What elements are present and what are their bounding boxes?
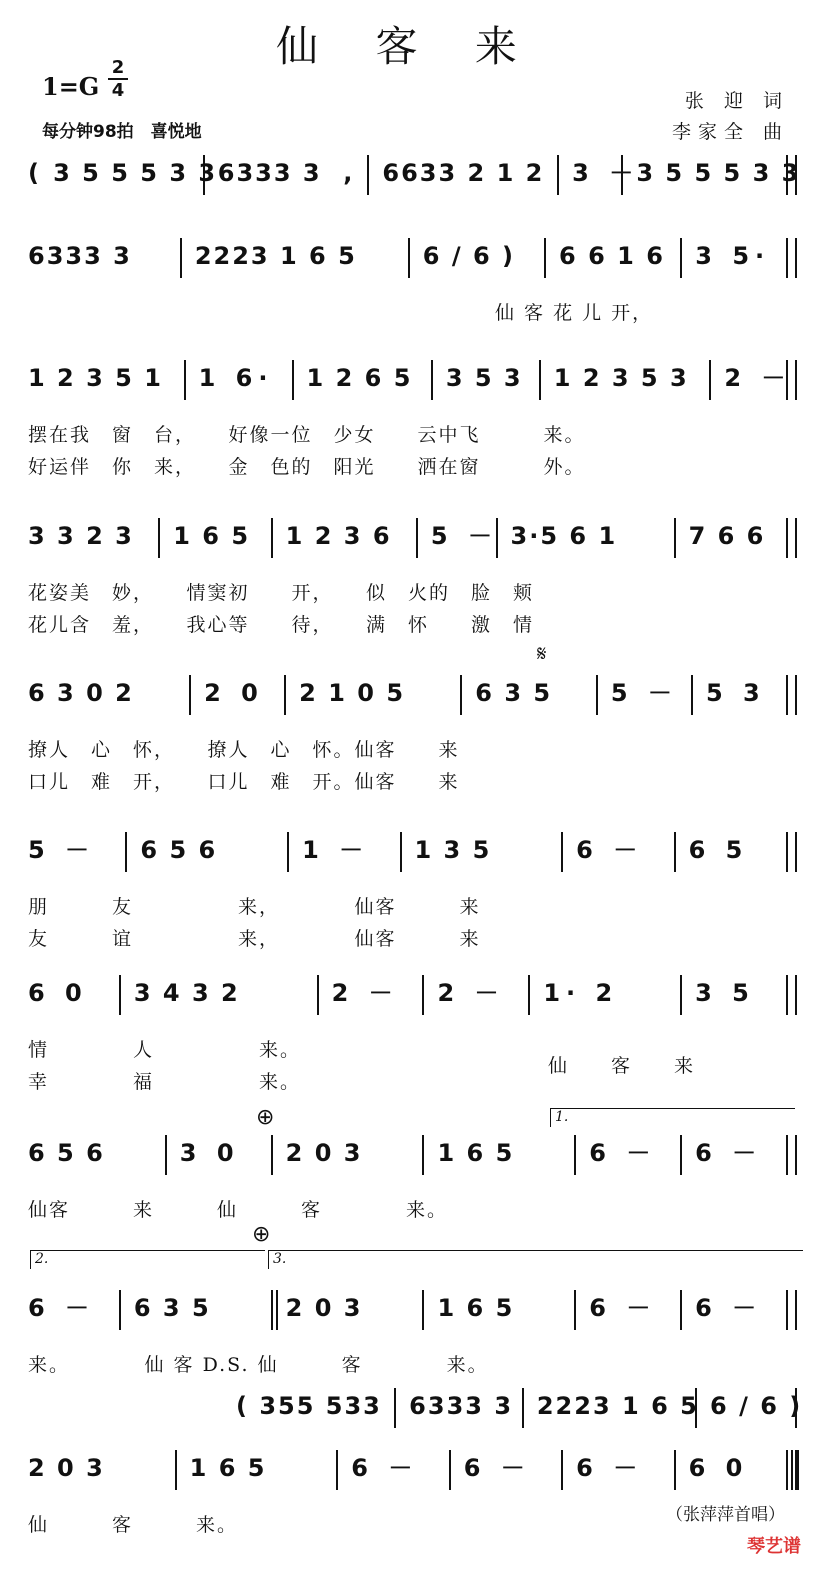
note-group: 6 / 6 ): [710, 1392, 803, 1420]
lyric-line: 仙 客 来。: [28, 1514, 239, 1536]
lyricist-credit: 张 迎 词: [684, 90, 789, 112]
note-row: [0, 832, 815, 872]
time-signature-numerator: 2: [111, 57, 125, 78]
note-group: 2 －: [724, 364, 792, 392]
note-row: [0, 1135, 815, 1175]
barline: [786, 975, 788, 1015]
note-group: 3 5 3: [445, 364, 523, 392]
barline: [460, 675, 462, 715]
note-group: 3 3 2 3: [28, 522, 134, 550]
note-group: 6333 3: [28, 242, 132, 270]
barline: [203, 155, 205, 195]
barline: [408, 238, 410, 278]
double-barline: [271, 1290, 278, 1330]
lyric-line: 仙客 来 仙 客 来。: [28, 1199, 449, 1221]
note-group: ( 355 533: [236, 1392, 382, 1420]
score-system: [0, 238, 815, 358]
barline: [400, 832, 402, 872]
barline: [786, 155, 788, 195]
note-group: (: [28, 159, 45, 187]
barline: [367, 155, 369, 195]
third-ending-bracket: 3.: [268, 1250, 803, 1269]
barline: [574, 1135, 576, 1175]
note-group: 2223 1 6 5: [194, 242, 357, 270]
note-group: 2 1 0 5: [299, 679, 406, 707]
note-group: 1 2 3 5 3: [553, 364, 689, 392]
barline: [795, 1450, 799, 1490]
barline: [539, 360, 541, 400]
barline: [180, 238, 182, 278]
barline: [119, 975, 121, 1015]
note-group: 6 5 6: [140, 836, 218, 864]
barline: [317, 975, 319, 1015]
score-system: [0, 1135, 815, 1255]
page-title: 仙 客 来: [276, 22, 539, 71]
barline: [674, 518, 676, 558]
note-row: [0, 1290, 815, 1330]
tempo-marking: 每分钟98拍 喜悦地: [42, 122, 202, 142]
barline: [544, 238, 546, 278]
note-group: 7 6 6: [688, 522, 766, 550]
lyric-line: 摆在我 窗 台， 好像一位 少女 云中飞 来。: [28, 424, 586, 446]
barline: [786, 832, 788, 872]
barline: [709, 360, 711, 400]
barline: [680, 238, 682, 278]
barline: [596, 675, 598, 715]
note-group: 3 4 3 2: [133, 979, 240, 1007]
barline: [271, 518, 273, 558]
note-group: 5 3: [705, 679, 766, 707]
note-group: 2 0 3: [285, 1294, 363, 1322]
score-system: [0, 675, 815, 795]
lyric-line: 好运伴 你 来， 金 色的 阳光 洒在窗 外。: [28, 456, 586, 478]
barline: [795, 518, 797, 558]
first-ending-bracket: 1.: [550, 1108, 795, 1127]
barline: [795, 238, 797, 278]
barline: [422, 1290, 424, 1330]
barline: [695, 1388, 697, 1428]
site-logo: 琴艺谱: [747, 1536, 801, 1557]
note-group: 2 0 3: [285, 1139, 363, 1167]
barline: [449, 1450, 451, 1490]
barline: [795, 155, 797, 195]
note-group: 6 3 5: [133, 1294, 211, 1322]
note-group: 6 5: [688, 836, 749, 864]
lyric-line: 幸 福 来。: [28, 1071, 302, 1093]
note-group: 1 6 5: [173, 522, 251, 550]
note-group: 6333 3: [409, 1392, 514, 1420]
time-signature: [108, 58, 128, 100]
note-row: [0, 975, 815, 1015]
barline: [680, 1135, 682, 1175]
key-signature: 1=G: [42, 72, 100, 101]
note-group: 5 －: [28, 836, 96, 864]
barline: [175, 1450, 177, 1490]
note-row: [0, 155, 815, 195]
segno-icon: 𝄋: [537, 642, 547, 667]
barline: [795, 975, 797, 1015]
composer-credit: 李家全 曲: [671, 121, 789, 143]
note-row: [0, 675, 815, 715]
barline: [557, 155, 559, 195]
note-group: 5 －: [610, 679, 678, 707]
barline: [561, 832, 563, 872]
note-group: 1 6 5: [189, 1454, 267, 1482]
note-group: 2223 1 6 5: [536, 1392, 699, 1420]
barline: [284, 675, 286, 715]
note-group: 6 －: [28, 1294, 96, 1322]
note-group: 3 5 5 5 3 3: [636, 159, 801, 187]
note-group: ,: [343, 159, 359, 187]
note-row: [0, 1388, 815, 1428]
lyric-line: 撩人 心 怀， 撩人 心 怀。仙客 来: [28, 739, 460, 761]
barline: [795, 1388, 797, 1428]
note-group: 5 －: [430, 522, 498, 550]
note-group: 6633 2 1 2: [382, 159, 545, 187]
barline: [621, 155, 623, 195]
note-group: 6 －: [463, 1454, 531, 1482]
note-group: 3 0: [179, 1139, 240, 1167]
note-group: 3·5 6 1: [510, 522, 618, 550]
note-group: 6333 3: [217, 159, 322, 187]
note-group: 6 －: [576, 1454, 644, 1482]
lyric-line: 花姿美 妙， 情窦初 开， 似 火的 脸 颊: [28, 582, 535, 604]
barline: [680, 1290, 682, 1330]
score-system: [0, 975, 815, 1095]
lyric-line: 朋 友 来， 仙客 来: [28, 896, 481, 918]
note-group: 1 6 5: [437, 1139, 515, 1167]
barline: [561, 1450, 563, 1490]
note-group: 6 3 5: [475, 679, 553, 707]
note-group: 2 0 3: [28, 1454, 105, 1482]
barline: [394, 1388, 396, 1428]
barline: [165, 1135, 167, 1175]
side-lyric: 仙 客 来: [548, 1055, 696, 1077]
note-group: 2 －: [437, 979, 505, 1007]
lyric-line: 情 人 来。: [28, 1039, 302, 1061]
barline: [422, 1135, 424, 1175]
barline: [336, 1450, 338, 1490]
barline: [528, 975, 530, 1015]
note-group: 6 －: [351, 1454, 419, 1482]
lyric-line: 仙 客 花 儿 开，: [495, 302, 654, 324]
note-row: [0, 360, 815, 400]
note-group: 1 －: [302, 836, 370, 864]
note-group: 6 0: [688, 1454, 749, 1482]
barline: [158, 518, 160, 558]
note-group: 1· 2: [543, 979, 619, 1007]
note-group: 6 / 6 ): [422, 242, 515, 270]
note-group: 6 －: [695, 1294, 763, 1322]
lyric-line: 口儿 难 开， 口儿 难 开。仙客 来: [28, 771, 460, 793]
note-group: 3 －: [572, 159, 640, 187]
double-barline: [786, 1450, 793, 1490]
note-group: 6 －: [695, 1139, 763, 1167]
singer-credit: （张萍萍首唱）: [666, 1505, 785, 1525]
note-group: 1 2 3 5 1: [28, 364, 163, 392]
barline: [292, 360, 294, 400]
barline: [496, 518, 498, 558]
barline: [795, 675, 797, 715]
note-group: 2 －: [331, 979, 399, 1007]
barline: [674, 832, 676, 872]
barline: [795, 1290, 797, 1330]
barline: [691, 675, 693, 715]
barline: [674, 1450, 676, 1490]
barline: [522, 1388, 524, 1428]
barline: [287, 832, 289, 872]
barline: [786, 1135, 788, 1175]
barline: [184, 360, 186, 400]
time-signature-denominator: 4: [111, 80, 125, 101]
barline: [271, 1135, 273, 1175]
note-group: 1 6·: [198, 364, 274, 392]
note-group: 2 0: [204, 679, 264, 707]
lyric-line: 来。 仙 客 D.S. 仙 客 来。: [28, 1354, 489, 1376]
note-group: 1 2 6 5: [306, 364, 413, 392]
note-row: [0, 238, 815, 278]
lyric-line: 友 谊 来， 仙客 来: [28, 928, 481, 950]
barline: [680, 975, 682, 1015]
barline: [786, 1290, 788, 1330]
barline: [574, 1290, 576, 1330]
score-system: [0, 360, 815, 480]
note-group: 6 －: [589, 1139, 657, 1167]
barline: [431, 360, 433, 400]
barline: [786, 238, 788, 278]
barline: [795, 360, 797, 400]
barline: [189, 675, 191, 715]
note-group: 3 5: [695, 979, 755, 1007]
note-group: 6 0: [28, 979, 88, 1007]
note-group: 6 5 6: [28, 1139, 105, 1167]
note-group: 1 3 5: [414, 836, 492, 864]
note-group: 6 －: [576, 836, 644, 864]
note-group: 6 6 1 6: [559, 242, 665, 270]
barline: [422, 975, 424, 1015]
barline: [786, 518, 788, 558]
note-group: 6 3 0 2: [28, 679, 134, 707]
note-group: 1 2 3 6: [285, 522, 392, 550]
barline: [786, 675, 788, 715]
barline: [416, 518, 418, 558]
barline: [119, 1290, 121, 1330]
lyric-line: 花儿含 羞， 我心等 待， 满 怀 激 情: [28, 614, 535, 636]
barline: [795, 1135, 797, 1175]
second-ending-bracket: 2.: [30, 1250, 265, 1269]
note-row: [0, 1450, 815, 1490]
coda-icon: ⊕: [256, 1105, 275, 1130]
note-group: 6 －: [589, 1294, 657, 1322]
note-row: [0, 518, 815, 558]
barline: [795, 832, 797, 872]
note-group: 3 5 5 5 3 3: [53, 159, 218, 187]
score-system: [0, 518, 815, 638]
score-system: [0, 832, 815, 952]
note-group: 3 5·: [695, 242, 771, 270]
barline: [125, 832, 127, 872]
coda-icon: ⊕: [252, 1222, 271, 1247]
note-group: 1 6 5: [437, 1294, 515, 1322]
barline: [786, 360, 788, 400]
